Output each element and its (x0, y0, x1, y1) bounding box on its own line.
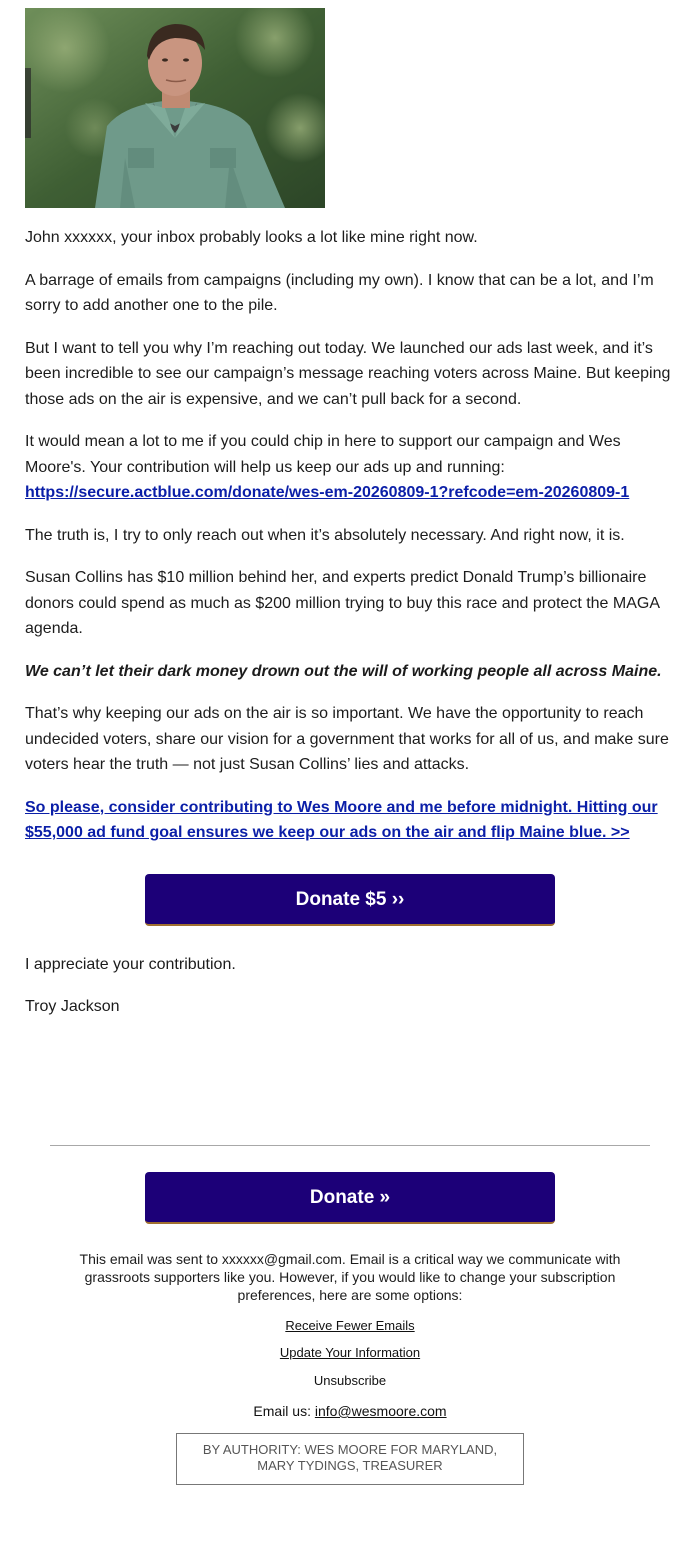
hero-photo (25, 8, 325, 208)
update-info-row (0, 1345, 700, 1361)
update-information-link[interactable]: Update Your Information (279, 1345, 421, 1360)
paragraph-cta (25, 795, 677, 846)
contribute-link[interactable]: So please, consider contributing to Wes Moore and me before midnight. Hitting our $55,000 ad fund goal ensures we keep our ads on the air and flip Maine blue. >> (25, 798, 658, 841)
actblue-link[interactable]: https://secure.actblue.com/donate/wes-em-20260809-1?refcode=em-20260809-1 (25, 484, 630, 501)
authority-line-2: MARY TYDINGS, TREASURER (257, 1458, 443, 1473)
authority-line-1: BY AUTHORITY: WES MOORE FOR MARYLAND, (202, 1442, 498, 1457)
paragraph-greeting: John xxxxxx, your inbox probably looks a lot like mine right now. (25, 229, 478, 246)
paragraph-truth: The truth is, I try to only reach out when it’s absolutely necessary. And right now, it is. (25, 526, 625, 544)
signature: Troy Jackson (25, 998, 120, 1015)
email-us-row (0, 1403, 700, 1419)
paragraph-ads-important: That’s why keeping our ads on the air is so important. We have the opportunity to reach undecided voters, share our vision for a government that works for all of us, and make sure voters hear the truth — not just Susan Collins’ lies and attacks. (25, 705, 669, 773)
chip-in-text: It would mean a lot to me if you could chip in here to support our campaign and Wes Moore's. Your contribution will help us keep our ads up and running: (25, 433, 621, 476)
paragraph-reaching-out: But I want to tell you why I’m reaching out today. We launched our ads last week, and it’s been incredible to see our campaign’s message reaching voters across Maine. But keeping those ads on the air is expensive, and we can’t pull back for a second. (25, 339, 671, 408)
donate-button[interactable]: Donate » (145, 1172, 555, 1224)
hero-photo-illustration (25, 8, 325, 208)
unsubscribe-link[interactable]: Unsubscribe (313, 1373, 387, 1388)
receive-fewer-emails-link[interactable]: Receive Fewer Emails (285, 1318, 415, 1333)
paragraph-dark-money: We can’t let their dark money drown out the will of working people all across Maine. (25, 662, 662, 680)
email-address-link[interactable]: info@wesmoore.com (314, 1403, 447, 1419)
paragraph-chip-in (25, 429, 677, 506)
authority-disclaimer (176, 1433, 524, 1485)
paragraph-appreciate: I appreciate your contribution. (25, 955, 236, 973)
subscription-notice: This email was sent to xxxxxx@gmail.com. Email is a critical way we communicate with grassroots supporters like you. However, if you would like to change your subscription preferences, here are some options: (79, 1251, 621, 1303)
footer-divider (50, 1145, 650, 1146)
email-us-label: Email us: (253, 1403, 311, 1419)
footer (0, 1172, 700, 1485)
fewer-emails-row (0, 1318, 700, 1334)
paragraph-barrage: A barrage of emails from campaigns (including my own). I know that can be a lot, and I’m sorry to add another one to the pile. (25, 271, 654, 314)
donate-5-button[interactable]: Donate $5 ›› (145, 874, 555, 926)
paragraph-collins: Susan Collins has $10 million behind her, and experts predict Donald Trump’s billionaire donors could spend as much as $200 million trying to buy this race and protect the MAGA agenda. (25, 569, 660, 637)
email-body (25, 8, 677, 1020)
